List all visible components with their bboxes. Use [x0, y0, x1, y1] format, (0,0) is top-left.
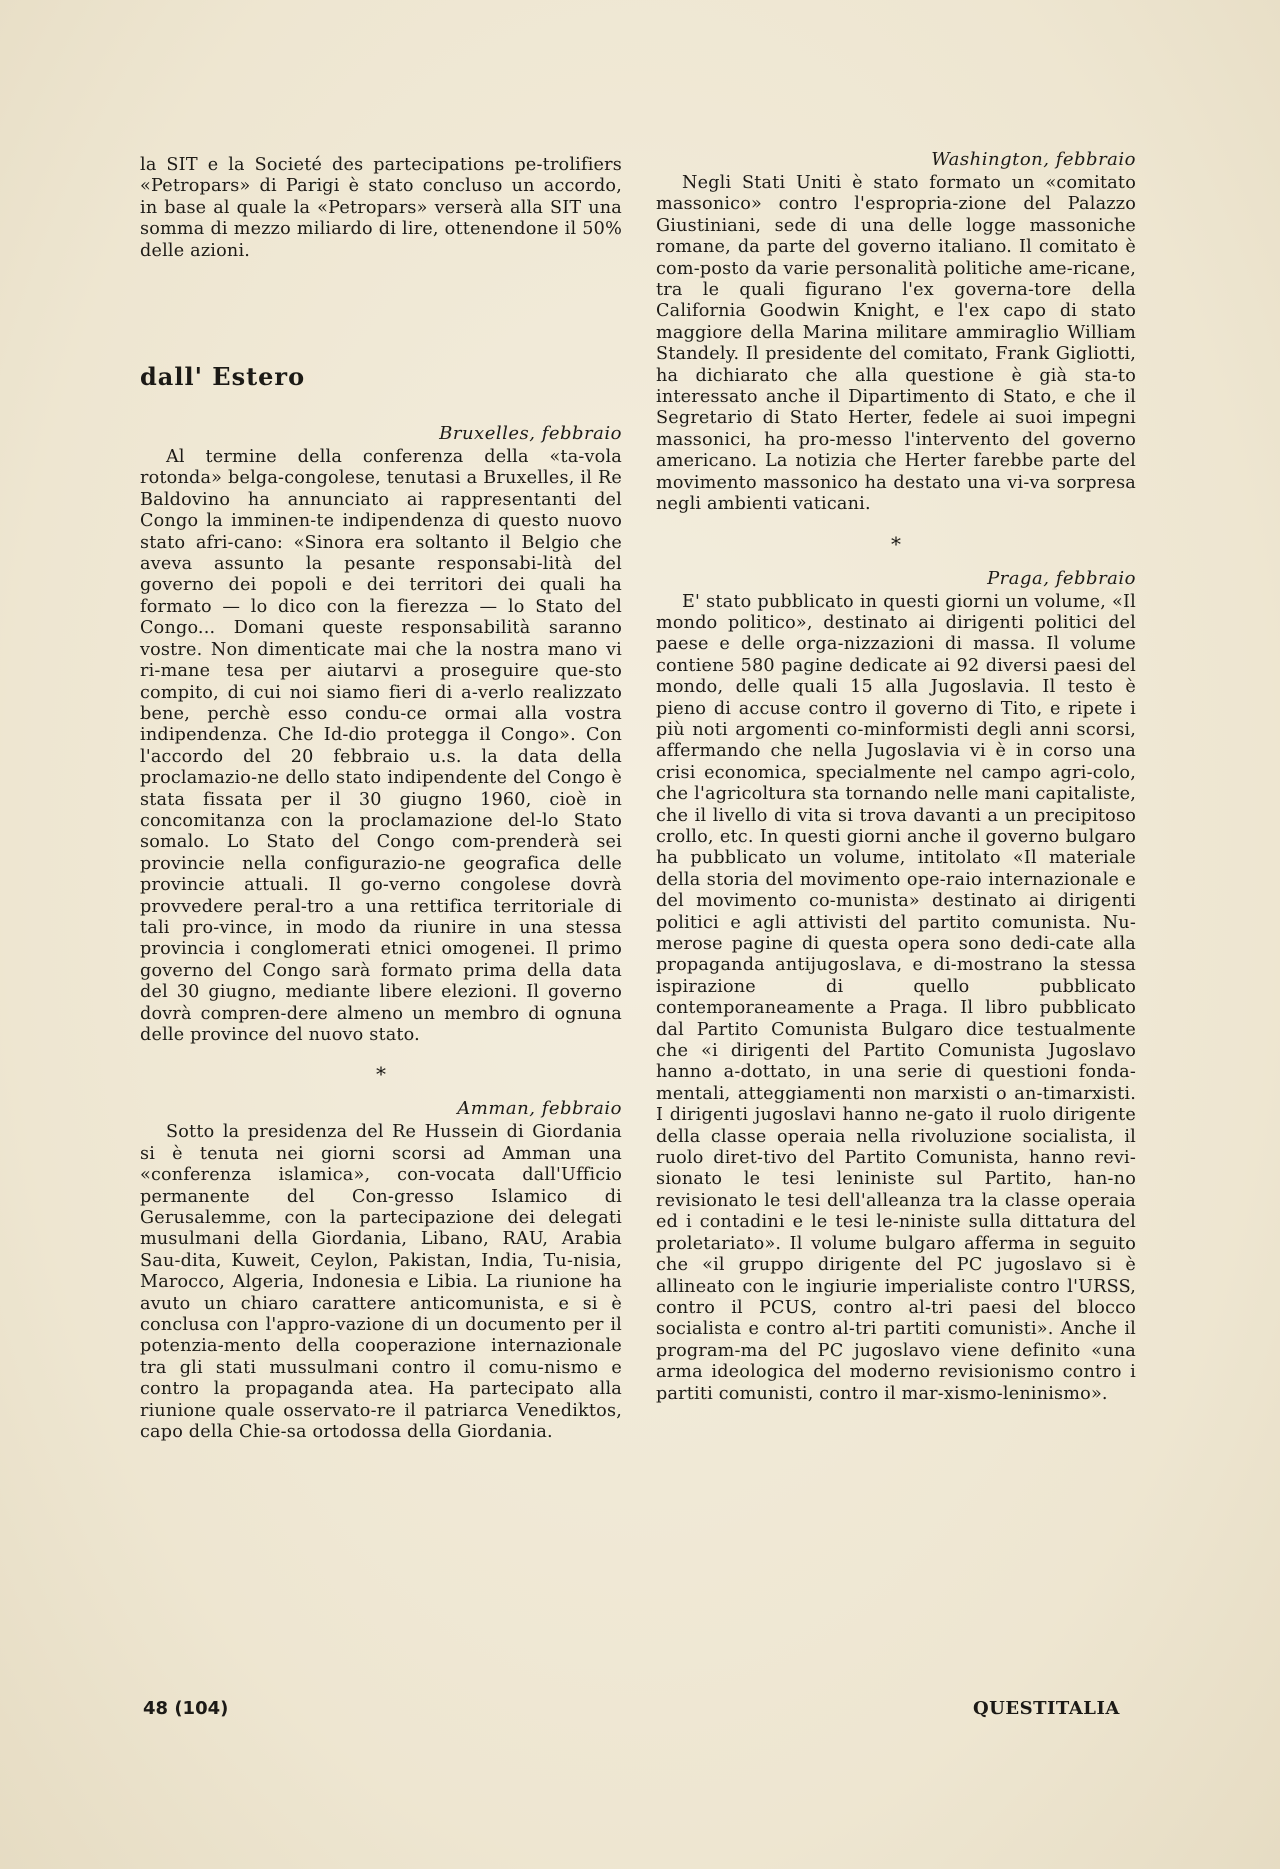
separator-asterisk: * [376, 1062, 386, 1087]
article-amman: Sotto la presidenza del Re Hussein di Giordania si è tenuta nei giorni scorsi ad Amman una «conferenza islamica», con-vocata dall'Ufficio permanente del Con-gresso Islamico di Gerusalemme, con la partecipazione dei delegati musulmani della Giordania, Libano, RAU, Arabia Sau-dita, Kuweit, Ceylon, Pakistan, India, Tu-nisia, Marocco, Algeria, Indonesia e Libia. La riunione ha avuto un chiaro carattere anticomunista, e si è conclusa con l'appro-vazione di un documento per il potenzia-mento della cooperazione internazionale tra gli stati mussulmani contro il comu-nismo e contro la propaganda atea. Ha partecipato alla riunione quale osservato-re il patriarca Venediktos, capo della Chie-sa ortodossa della Giordania. [140, 1122, 622, 1443]
page-number: 48 (104) [143, 1698, 229, 1719]
dateline-washington: Washington, febbraio [931, 149, 1136, 170]
dateline-amman: Amman, febbraio [457, 1098, 622, 1120]
right-column [656, 149, 1136, 1405]
article-washington: Negli Stati Uniti è stato formato un «comitato massonico» contro l'espropria-zione del Palazzo Giustiniani, sede di una delle logge massoniche romane, da parte del governo italiano. Il comitato è com-posto da varie personalità politiche ame-ricane, tra le quali figurano l'ex governa-tore della California Goodwin Knight, e l'ex capo di stato maggiore della Marina militare ammiraglio William Standely. Il presidente del comitato, Frank Gigliotti, ha dichiarato che alla questione è già sta-to interessato anche il Dipartimento di Stato, e che il Segretario di Stato Herter, fedele ai suoi impegni massonici, ha pro-messo l'intervento del governo americano. La notizia che Herter farebbe parte del movimento massonico ha destato una vi-va sorpresa negli ambienti vaticani. [656, 173, 1136, 515]
dateline-bruxelles: Bruxelles, febbraio [439, 423, 622, 445]
article-bruxelles: Al termine della conferenza della «ta-vola rotonda» belga-congolese, tenutasi a Bruxelles, il Re Baldovino ha annunciato ai rappresentanti del Congo la imminen-te indipendenza di questo nuovo stato afri-cano: «Sinora era soltanto il Belgio che aveva assunto la pesante responsabi-lità del governo dei popoli e dei territori dei quali ha formato — lo dico con la fierezza — lo Stato del Congo... Domani queste responsabilità saranno vostre. Non dimenticate mai che la nostra mano vi ri-mane tesa per aiutarvi a proseguire que-sto compito, di cui noi siamo fieri di a-verlo realizzato bene, perchè esso condu-ce ormai alla vostra indipendenza. Che Id-dio protegga il Congo». Con l'accordo del 20 febbraio u.s. la data della proclamazio-ne dello stato indipendente del Congo è stata fissata per il 30 giugno 1960, cioè in concomitanza con la proclamazione del-lo Stato somalo. Lo Stato del Congo com-prenderà sei provincie nella configurazio-ne geografica delle provincie attuali. Il go-verno congolese dovrà provvedere peral-tro a una rettifica territoriale di tali pro-vince, in modo da riunire in una stessa provincia i conglomerati etnici omogenei. Il primo governo del Congo sarà formato prima della data del 30 giugno, mediante libere elezioni. Il governo dovrà compren-dere almeno un membro di ognuna delle province del nuovo stato. [140, 447, 622, 1045]
magazine-name: QUESTITALIA [973, 1698, 1120, 1719]
intro-paragraph: la SIT e la Societé des partecipations pe-trolifiers «Petropars» di Parigi è stato concluso un accordo, in base al quale la «Petropars» verserà alla SIT una somma di mezzo miliardo di lire, ottenendone il 50% delle azioni. [140, 155, 622, 261]
separator-asterisk: * [891, 531, 901, 556]
section-title: dall' Estero [140, 362, 306, 392]
dateline-praga: Praga, febbraio [987, 567, 1136, 589]
article-praga: E' stato pubblicato in questi giorni un volume, «Il mondo politico», destinato ai dirigenti politici del paese e delle orga-nizzazioni di massa. Il volume contiene 580 pagine dedicate ai 92 diversi paesi del mondo, delle quali 15 alla Jugoslavia. Il testo è pieno di accuse contro il governo di Tito, e ripete i più noti argomenti co-minformisti degli anni scorsi, affermando che nella Jugoslavia vi è in corso una crisi economica, specialmente nel campo agri-colo, che l'agricoltura sta tornando nelle mani capitaliste, che il livello di vita si trova davanti a un precipitoso crollo, etc. In questi giorni anche il governo bulgaro ha pubblicato un volume, intitolato «Il materiale della storia del movimento ope-raio internazionale e del movimento co-munista» destinato ai dirigenti politici e agli attivisti del partito comunista. Nu-merose pagine di questa opera sono dedi-cate alla propaganda antijugoslava, e di-mostrano la stessa ispirazione di quello pubblicato contemporaneamente a Praga. Il libro pubblicato dal Partito Comunista Bulgaro dice testualmente che «i dirigenti del Partito Comunista Jugoslavo hanno a-dottato, in una serie di questioni fonda-mentali, atteggiamenti non marxisti o an-timarxisti. I dirigenti jugoslavi hanno ne-gato il ruolo dirigente della classe operaia nella rivoluzione socialista, il ruolo diret-tivo del Partito Comunista, hanno revi-sionato le tesi leniniste sul Partito, han-no revisionato le tesi dell'alleanza tra la classe operaia ed i contadini e le tesi le-niniste sulla dittatura del proletariato». Il volume bulgaro afferma in seguito che «il gruppo dirigente del PC jugoslavo si è allineato con le ingiurie imperialiste contro l'URSS, contro il PCUS, contro al-tri paesi del blocco socialista e contro al-tri partiti comunisti». Anche il program-ma del PC jugoslavo viene definito «una arma ideologica del moderno revisionismo contro i partiti comunisti, contro il mar-xismo-leninismo». [656, 591, 1136, 1404]
left-column [140, 155, 622, 1444]
